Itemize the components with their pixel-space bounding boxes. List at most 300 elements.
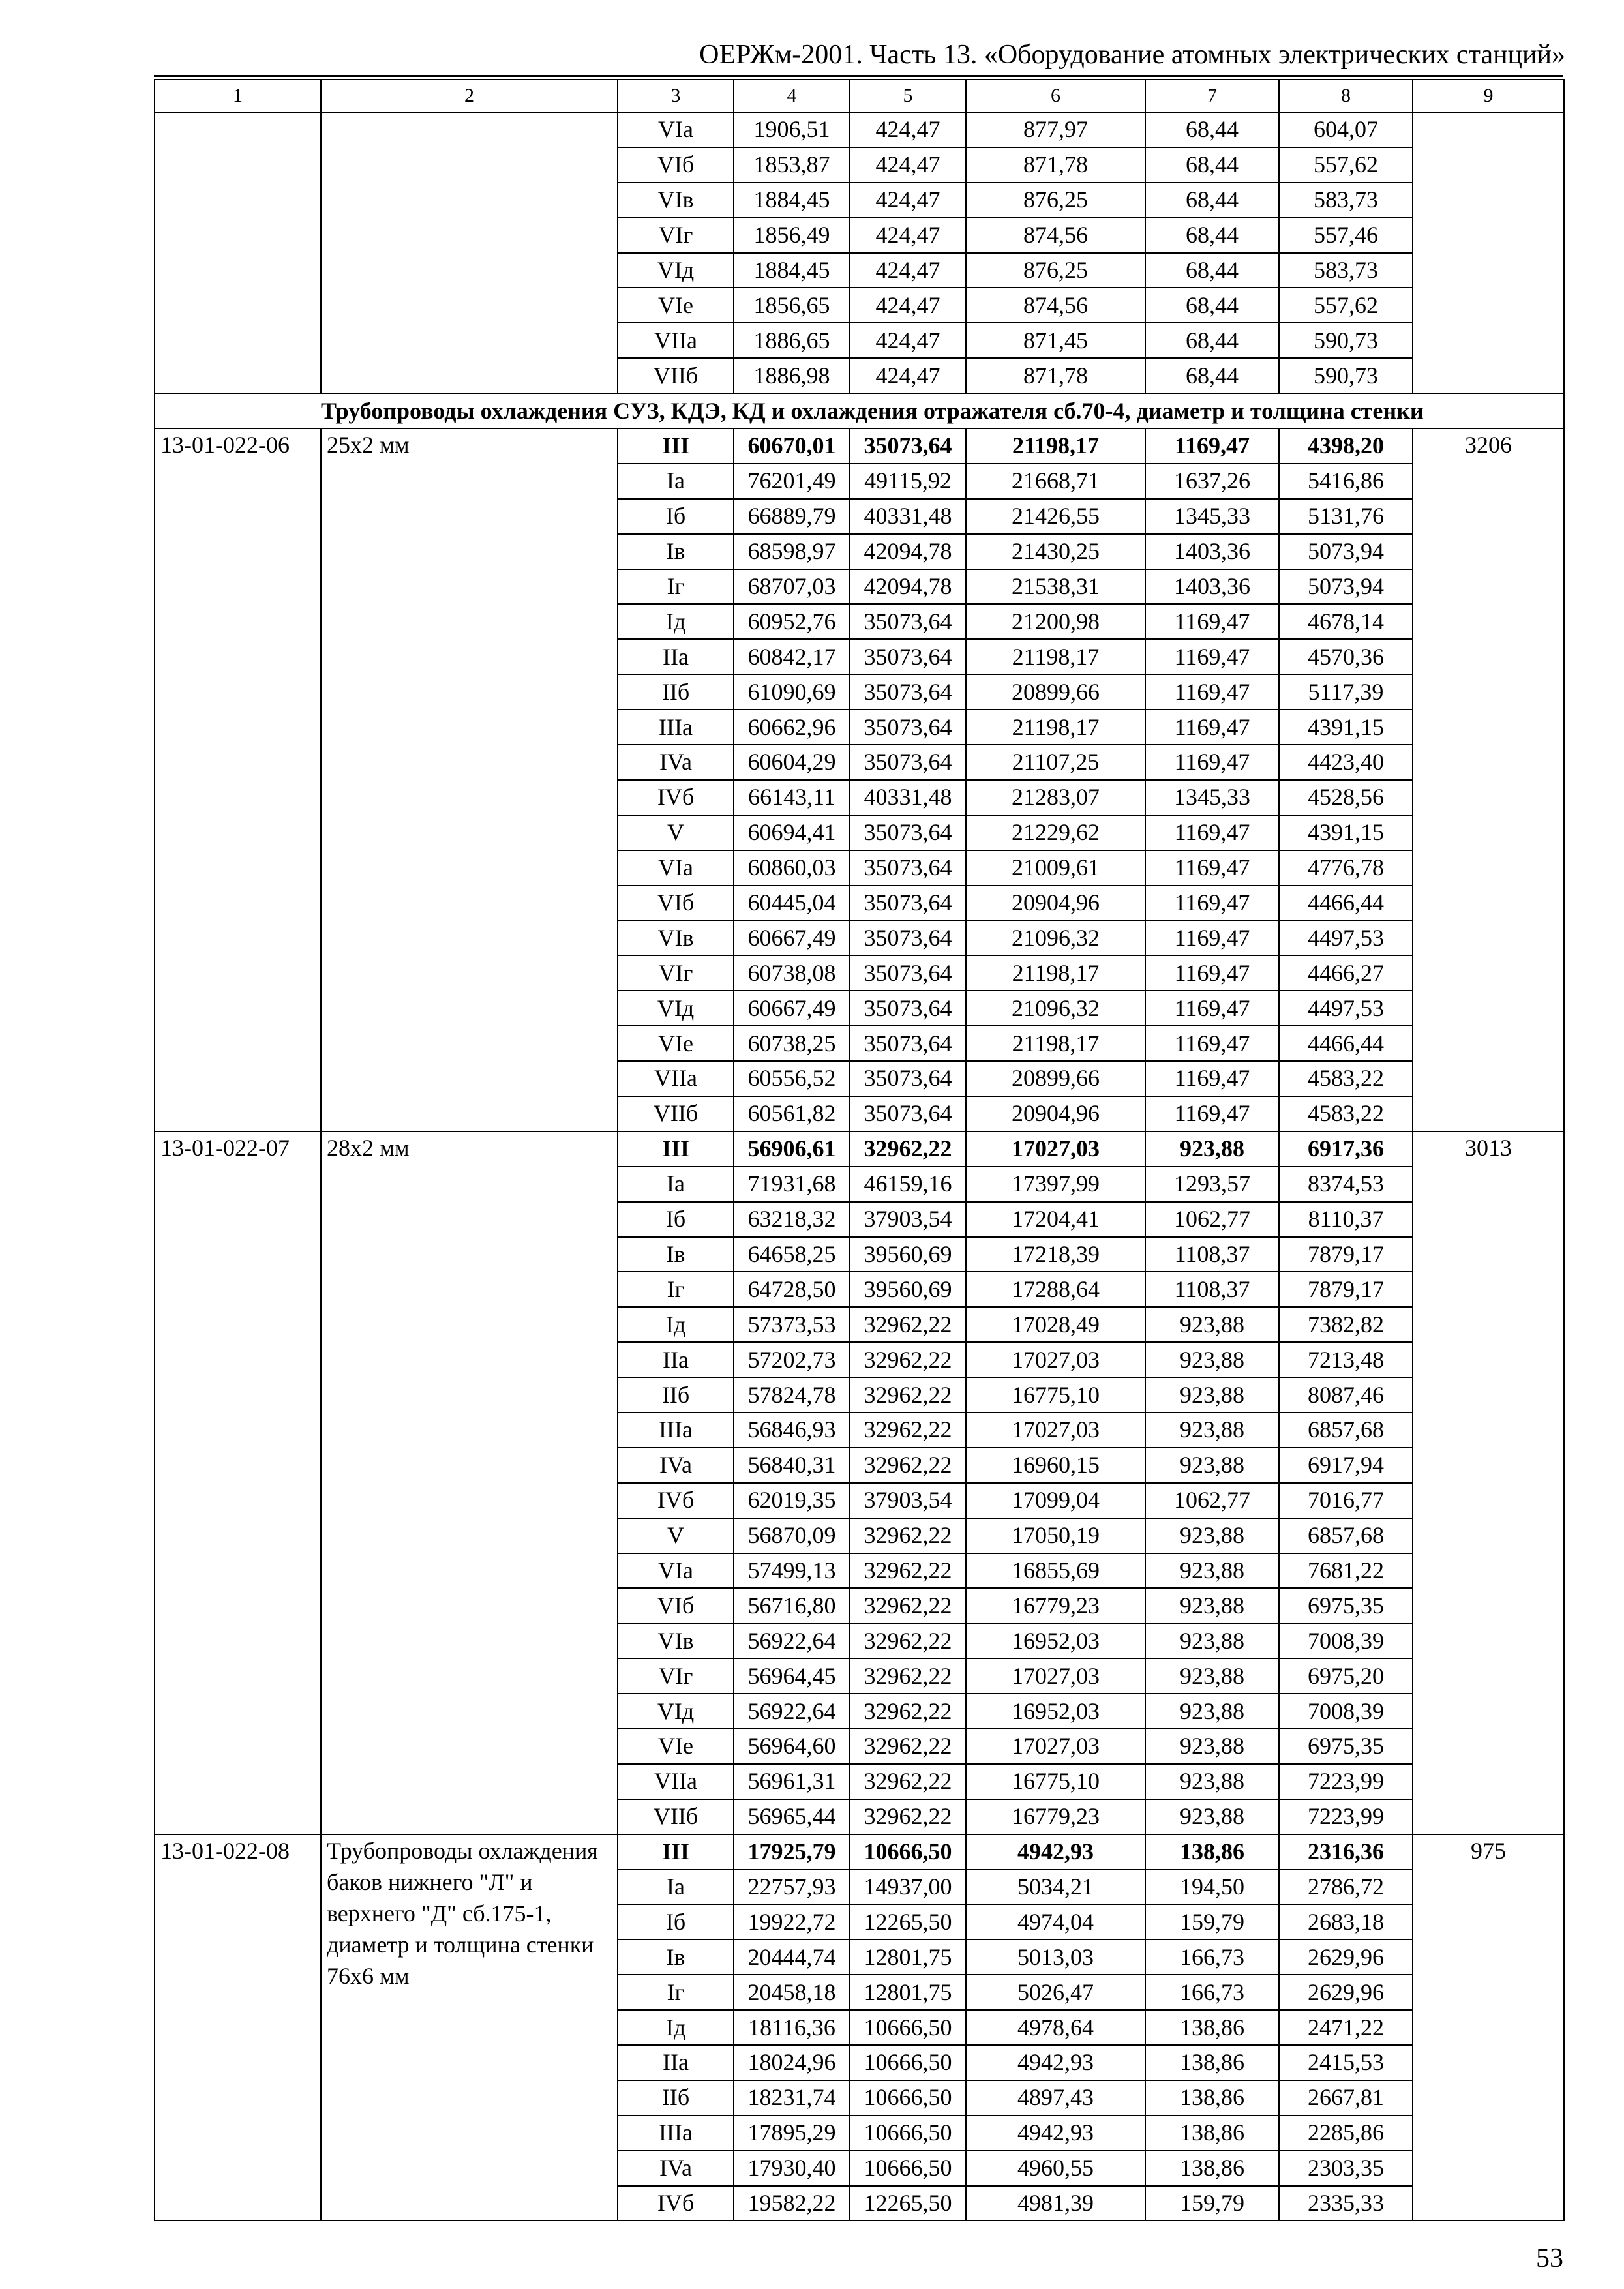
col5-cell: 10666,50 [850, 2010, 966, 2045]
col5-cell: 35073,64 [850, 604, 966, 639]
col5-cell: 35073,64 [850, 815, 966, 850]
col6-cell: 17027,03 [966, 1342, 1145, 1377]
col5-cell: 32962,22 [850, 1588, 966, 1623]
description-cell: 25х2 мм [321, 428, 618, 1131]
col5-cell: 32962,22 [850, 1799, 966, 1834]
col8-cell: 4497,53 [1279, 991, 1413, 1026]
total-cost-cell: 57373,53 [734, 1307, 850, 1342]
col6-cell: 4981,39 [966, 2186, 1145, 2221]
total-cost-cell: 76201,49 [734, 464, 850, 499]
col5-cell: 14937,00 [850, 1870, 966, 1905]
col7-cell: 1169,47 [1145, 745, 1279, 780]
col5-cell: 46159,16 [850, 1167, 966, 1202]
col5-cell: 42094,78 [850, 534, 966, 569]
col5-cell: 32962,22 [850, 1764, 966, 1799]
col7-cell: 923,88 [1145, 1764, 1279, 1799]
col7-cell: 138,86 [1145, 2151, 1279, 2186]
col6-cell: 21198,17 [966, 1026, 1145, 1061]
col5-cell: 35073,64 [850, 850, 966, 886]
col8-cell: 7382,82 [1279, 1307, 1413, 1342]
code-cell: 13-01-022-06 [155, 428, 321, 1131]
col8-cell: 4423,40 [1279, 745, 1413, 780]
col5-cell: 42094,78 [850, 569, 966, 605]
total-cost-cell: 60738,08 [734, 955, 850, 991]
total-cost-cell: 60670,01 [734, 428, 850, 464]
variant-cell: VIд [618, 991, 734, 1026]
total-cost-cell: 19922,72 [734, 1904, 850, 1939]
col8-cell: 8374,53 [1279, 1167, 1413, 1202]
rates-table [154, 79, 1565, 2221]
variant-cell: VIIa [618, 323, 734, 358]
col6-cell: 21009,61 [966, 850, 1145, 886]
col5-cell: 35073,64 [850, 920, 966, 955]
variant-cell: VIIa [618, 1061, 734, 1096]
col8-cell: 8087,46 [1279, 1377, 1413, 1413]
variant-cell: III [618, 1131, 734, 1167]
variant-cell: Iв [618, 534, 734, 569]
code-cell: 13-01-022-08 [155, 1834, 321, 2221]
total-cost-cell: 20444,74 [734, 1939, 850, 1975]
col6-cell: 16952,03 [966, 1623, 1145, 1658]
col5-cell: 40331,48 [850, 499, 966, 534]
total-cost-cell: 60694,41 [734, 815, 850, 850]
col8-cell: 6857,68 [1279, 1413, 1413, 1448]
total-cost-cell: 60604,29 [734, 745, 850, 780]
col8-cell: 2667,81 [1279, 2080, 1413, 2116]
total-cost-cell: 1884,45 [734, 253, 850, 288]
col6-cell: 16960,15 [966, 1448, 1145, 1483]
col6-cell: 4942,93 [966, 2116, 1145, 2151]
column-number: 5 [850, 80, 966, 112]
col5-cell: 32962,22 [850, 1131, 966, 1167]
total-cost-cell: 64728,50 [734, 1272, 850, 1307]
col8-cell: 2629,96 [1279, 1975, 1413, 2010]
col8-cell: 4583,22 [1279, 1061, 1413, 1096]
col8-cell: 590,73 [1279, 358, 1413, 393]
table-row [155, 428, 1564, 464]
col7-cell: 923,88 [1145, 1518, 1279, 1553]
total-cost-cell: 60842,17 [734, 639, 850, 674]
code-cell [155, 112, 321, 393]
col7-cell: 1169,47 [1145, 674, 1279, 710]
col6-cell: 874,56 [966, 218, 1145, 253]
col5-cell: 424,47 [850, 358, 966, 393]
col8-cell: 4391,15 [1279, 815, 1413, 850]
variant-cell: VIIб [618, 1096, 734, 1131]
table-row [155, 112, 1564, 147]
variant-cell: VIa [618, 1553, 734, 1589]
col6-cell: 17027,03 [966, 1131, 1145, 1167]
col7-cell: 1169,47 [1145, 639, 1279, 674]
variant-cell: Iд [618, 604, 734, 639]
variant-cell: IIa [618, 1342, 734, 1377]
col8-cell: 2471,22 [1279, 2010, 1413, 2045]
total-cost-cell: 1853,87 [734, 147, 850, 183]
col6-cell: 21538,31 [966, 569, 1145, 605]
col7-cell: 1169,47 [1145, 1026, 1279, 1061]
col6-cell: 17050,19 [966, 1518, 1145, 1553]
col7-cell: 194,50 [1145, 1870, 1279, 1905]
col8-cell: 590,73 [1279, 323, 1413, 358]
variant-cell: IIб [618, 674, 734, 710]
total-cost-cell: 1886,65 [734, 323, 850, 358]
col7-cell: 68,44 [1145, 112, 1279, 147]
col7-cell: 138,86 [1145, 2116, 1279, 2151]
col7-cell: 1345,33 [1145, 499, 1279, 534]
col6-cell: 17099,04 [966, 1483, 1145, 1518]
total-cost-cell: 56870,09 [734, 1518, 850, 1553]
col7-cell: 166,73 [1145, 1975, 1279, 2010]
variant-cell: IIб [618, 2080, 734, 2116]
col6-cell: 871,78 [966, 147, 1145, 183]
section-heading-spacer [155, 393, 321, 428]
col6-cell: 21096,32 [966, 920, 1145, 955]
total-cost-cell: 60667,49 [734, 991, 850, 1026]
col6-cell: 5026,47 [966, 1975, 1145, 2010]
col8-cell: 2629,96 [1279, 1939, 1413, 1975]
col8-cell: 5416,86 [1279, 464, 1413, 499]
total-cost-cell: 66889,79 [734, 499, 850, 534]
variant-cell: VIa [618, 850, 734, 886]
col6-cell: 871,45 [966, 323, 1145, 358]
total-cost-cell: 56922,64 [734, 1694, 850, 1729]
col5-cell: 37903,54 [850, 1483, 966, 1518]
quantity-cell: 3206 [1413, 428, 1564, 1131]
col5-cell: 424,47 [850, 253, 966, 288]
col5-cell: 39560,69 [850, 1237, 966, 1272]
col6-cell: 4942,93 [966, 2045, 1145, 2080]
variant-cell: VIв [618, 920, 734, 955]
total-cost-cell: 71931,68 [734, 1167, 850, 1202]
col7-cell: 923,88 [1145, 1658, 1279, 1694]
variant-cell: VIд [618, 1694, 734, 1729]
col6-cell: 21283,07 [966, 780, 1145, 815]
variant-cell: Iб [618, 499, 734, 534]
col8-cell: 6975,35 [1279, 1588, 1413, 1623]
total-cost-cell: 60561,82 [734, 1096, 850, 1131]
col5-cell: 10666,50 [850, 2116, 966, 2151]
col6-cell: 16952,03 [966, 1694, 1145, 1729]
col7-cell: 1345,33 [1145, 780, 1279, 815]
variant-cell: VIб [618, 1588, 734, 1623]
variant-cell: IIa [618, 639, 734, 674]
column-number: 2 [321, 80, 618, 112]
total-cost-cell: 57824,78 [734, 1377, 850, 1413]
col7-cell: 1169,47 [1145, 920, 1279, 955]
col7-cell: 1169,47 [1145, 991, 1279, 1026]
variant-cell: IIIa [618, 2116, 734, 2151]
col6-cell: 871,78 [966, 358, 1145, 393]
col8-cell: 2335,33 [1279, 2186, 1413, 2221]
col8-cell: 4466,27 [1279, 955, 1413, 991]
variant-cell: III [618, 428, 734, 464]
col8-cell: 2683,18 [1279, 1904, 1413, 1939]
col8-cell: 583,73 [1279, 183, 1413, 218]
code-cell: 13-01-022-07 [155, 1131, 321, 1834]
variant-cell: Ia [618, 1870, 734, 1905]
column-number: 6 [966, 80, 1145, 112]
col7-cell: 1169,47 [1145, 604, 1279, 639]
col7-cell: 1108,37 [1145, 1237, 1279, 1272]
col5-cell: 424,47 [850, 288, 966, 323]
col7-cell: 68,44 [1145, 253, 1279, 288]
col8-cell: 4398,20 [1279, 428, 1413, 464]
col8-cell: 7008,39 [1279, 1623, 1413, 1658]
total-cost-cell: 19582,22 [734, 2186, 850, 2221]
col5-cell: 12801,75 [850, 1975, 966, 2010]
col6-cell: 21096,32 [966, 991, 1145, 1026]
total-cost-cell: 20458,18 [734, 1975, 850, 2010]
col6-cell: 20904,96 [966, 1096, 1145, 1131]
col7-cell: 1403,36 [1145, 569, 1279, 605]
col7-cell: 923,88 [1145, 1131, 1279, 1167]
variant-cell: VIг [618, 218, 734, 253]
col6-cell: 21200,98 [966, 604, 1145, 639]
col8-cell: 583,73 [1279, 253, 1413, 288]
col7-cell: 68,44 [1145, 323, 1279, 358]
col7-cell: 1062,77 [1145, 1202, 1279, 1237]
section-heading-row [155, 393, 1564, 428]
col7-cell: 1169,47 [1145, 850, 1279, 886]
description-cell: Трубопроводы охлаждения баков нижнего "Л" и верхнего "Д" сб.175-1, диаметр и толщина стенки 76х6 мм [321, 1834, 618, 2221]
variant-cell: VIв [618, 183, 734, 218]
col8-cell: 2316,36 [1279, 1834, 1413, 1870]
col5-cell: 10666,50 [850, 2045, 966, 2080]
total-cost-cell: 60662,96 [734, 710, 850, 745]
variant-cell: VIе [618, 1729, 734, 1764]
col6-cell: 21198,17 [966, 428, 1145, 464]
col5-cell: 10666,50 [850, 1834, 966, 1870]
total-cost-cell: 56840,31 [734, 1448, 850, 1483]
col8-cell: 7008,39 [1279, 1694, 1413, 1729]
col7-cell: 923,88 [1145, 1799, 1279, 1834]
col7-cell: 138,86 [1145, 1834, 1279, 1870]
col8-cell: 5073,94 [1279, 569, 1413, 605]
col8-cell: 7016,77 [1279, 1483, 1413, 1518]
column-number-row [155, 80, 1564, 112]
col6-cell: 4974,04 [966, 1904, 1145, 1939]
quantity-cell: 975 [1413, 1834, 1564, 2221]
variant-cell: Iг [618, 1975, 734, 2010]
col7-cell: 68,44 [1145, 183, 1279, 218]
table-row [155, 1834, 1564, 1870]
col6-cell: 16779,23 [966, 1799, 1145, 1834]
col7-cell: 138,86 [1145, 2080, 1279, 2116]
col5-cell: 12265,50 [850, 2186, 966, 2221]
col6-cell: 17397,99 [966, 1167, 1145, 1202]
col8-cell: 5117,39 [1279, 674, 1413, 710]
col7-cell: 68,44 [1145, 288, 1279, 323]
col7-cell: 1169,47 [1145, 1096, 1279, 1131]
col6-cell: 21668,71 [966, 464, 1145, 499]
col8-cell: 7879,17 [1279, 1272, 1413, 1307]
variant-cell: Iв [618, 1939, 734, 1975]
total-cost-cell: 17930,40 [734, 2151, 850, 2186]
col6-cell: 21198,17 [966, 639, 1145, 674]
col7-cell: 1169,47 [1145, 815, 1279, 850]
col5-cell: 35073,64 [850, 428, 966, 464]
total-cost-cell: 60445,04 [734, 886, 850, 921]
col7-cell: 1169,47 [1145, 955, 1279, 991]
quantity-cell [1413, 112, 1564, 393]
variant-cell: VIIб [618, 1799, 734, 1834]
col7-cell: 1062,77 [1145, 1483, 1279, 1518]
total-cost-cell: 1886,98 [734, 358, 850, 393]
col7-cell: 923,88 [1145, 1553, 1279, 1589]
variant-cell: VIб [618, 147, 734, 183]
col5-cell: 32962,22 [850, 1658, 966, 1694]
col7-cell: 1637,26 [1145, 464, 1279, 499]
col6-cell: 4942,93 [966, 1834, 1145, 1870]
col6-cell: 876,25 [966, 183, 1145, 218]
variant-cell: V [618, 1518, 734, 1553]
col8-cell: 2415,53 [1279, 2045, 1413, 2080]
col8-cell: 5073,94 [1279, 534, 1413, 569]
description-cell [321, 112, 618, 393]
total-cost-cell: 64658,25 [734, 1237, 850, 1272]
total-cost-cell: 1906,51 [734, 112, 850, 147]
variant-cell: VIa [618, 112, 734, 147]
col5-cell: 32962,22 [850, 1729, 966, 1764]
col8-cell: 2285,86 [1279, 2116, 1413, 2151]
col8-cell: 2303,35 [1279, 2151, 1413, 2186]
col7-cell: 138,86 [1145, 2010, 1279, 2045]
col6-cell: 877,97 [966, 112, 1145, 147]
col5-cell: 37903,54 [850, 1202, 966, 1237]
col7-cell: 923,88 [1145, 1448, 1279, 1483]
variant-cell: V [618, 815, 734, 850]
col7-cell: 1169,47 [1145, 428, 1279, 464]
col5-cell: 12801,75 [850, 1939, 966, 1975]
col8-cell: 557,62 [1279, 288, 1413, 323]
col5-cell: 49115,92 [850, 464, 966, 499]
col5-cell: 32962,22 [850, 1307, 966, 1342]
col5-cell: 35073,64 [850, 1061, 966, 1096]
col7-cell: 1169,47 [1145, 1061, 1279, 1096]
total-cost-cell: 68707,03 [734, 569, 850, 605]
col8-cell: 4776,78 [1279, 850, 1413, 886]
col5-cell: 35073,64 [850, 886, 966, 921]
col8-cell: 4391,15 [1279, 710, 1413, 745]
col8-cell: 6857,68 [1279, 1518, 1413, 1553]
col6-cell: 16779,23 [966, 1588, 1145, 1623]
col7-cell: 923,88 [1145, 1377, 1279, 1413]
col6-cell: 21426,55 [966, 499, 1145, 534]
col8-cell: 6917,36 [1279, 1131, 1413, 1167]
col5-cell: 10666,50 [850, 2151, 966, 2186]
variant-cell: VIIa [618, 1764, 734, 1799]
variant-cell: Iг [618, 569, 734, 605]
col6-cell: 17288,64 [966, 1272, 1145, 1307]
col8-cell: 4583,22 [1279, 1096, 1413, 1131]
column-number: 3 [618, 80, 734, 112]
variant-cell: IIIa [618, 710, 734, 745]
col6-cell: 876,25 [966, 253, 1145, 288]
variant-cell: VIб [618, 886, 734, 921]
variant-cell: VIIб [618, 358, 734, 393]
variant-cell: Iб [618, 1904, 734, 1939]
col5-cell: 424,47 [850, 323, 966, 358]
total-cost-cell: 18231,74 [734, 2080, 850, 2116]
total-cost-cell: 56964,60 [734, 1729, 850, 1764]
col8-cell: 4528,56 [1279, 780, 1413, 815]
column-number: 8 [1279, 80, 1413, 112]
col6-cell: 16855,69 [966, 1553, 1145, 1589]
col6-cell: 20899,66 [966, 1061, 1145, 1096]
section-heading: Трубопроводы охлаждения СУЗ, КДЭ, КД и охлаждения отражателя сб.70-4, диаметр и толщина стенки [321, 393, 1564, 428]
total-cost-cell: 56906,61 [734, 1131, 850, 1167]
col6-cell: 16775,10 [966, 1377, 1145, 1413]
col7-cell: 1403,36 [1145, 534, 1279, 569]
variant-cell: Ia [618, 1167, 734, 1202]
col6-cell: 874,56 [966, 288, 1145, 323]
total-cost-cell: 22757,93 [734, 1870, 850, 1905]
table-row [155, 1131, 1564, 1167]
col8-cell: 6975,35 [1279, 1729, 1413, 1764]
col5-cell: 424,47 [850, 218, 966, 253]
col8-cell: 4466,44 [1279, 1026, 1413, 1061]
variant-cell: VIг [618, 955, 734, 991]
col7-cell: 923,88 [1145, 1729, 1279, 1764]
total-cost-cell: 18024,96 [734, 2045, 850, 2080]
variant-cell: Iв [618, 1237, 734, 1272]
column-number: 9 [1413, 80, 1564, 112]
total-cost-cell: 17895,29 [734, 2116, 850, 2151]
col5-cell: 35073,64 [850, 1096, 966, 1131]
col5-cell: 32962,22 [850, 1413, 966, 1448]
col6-cell: 21229,62 [966, 815, 1145, 850]
quantity-cell: 3013 [1413, 1131, 1564, 1834]
total-cost-cell: 61090,69 [734, 674, 850, 710]
total-cost-cell: 18116,36 [734, 2010, 850, 2045]
col7-cell: 923,88 [1145, 1413, 1279, 1448]
column-number: 7 [1145, 80, 1279, 112]
total-cost-cell: 56846,93 [734, 1413, 850, 1448]
description-cell: 28х2 мм [321, 1131, 618, 1834]
col6-cell: 17204,41 [966, 1202, 1145, 1237]
col8-cell: 7681,22 [1279, 1553, 1413, 1589]
variant-cell: IVб [618, 2186, 734, 2221]
col5-cell: 35073,64 [850, 991, 966, 1026]
col8-cell: 4466,44 [1279, 886, 1413, 921]
col8-cell: 4497,53 [1279, 920, 1413, 955]
col8-cell: 557,46 [1279, 218, 1413, 253]
variant-cell: VIг [618, 1658, 734, 1694]
col8-cell: 7223,99 [1279, 1764, 1413, 1799]
col6-cell: 20904,96 [966, 886, 1145, 921]
total-cost-cell: 56965,44 [734, 1799, 850, 1834]
total-cost-cell: 56961,31 [734, 1764, 850, 1799]
col6-cell: 21430,25 [966, 534, 1145, 569]
col5-cell: 35073,64 [850, 710, 966, 745]
col7-cell: 1293,57 [1145, 1167, 1279, 1202]
col5-cell: 35073,64 [850, 1026, 966, 1061]
col5-cell: 32962,22 [850, 1342, 966, 1377]
variant-cell: Iб [618, 1202, 734, 1237]
col5-cell: 32962,22 [850, 1518, 966, 1553]
variant-cell: VIе [618, 288, 734, 323]
variant-cell: IVa [618, 2151, 734, 2186]
col7-cell: 159,79 [1145, 1904, 1279, 1939]
col8-cell: 4678,14 [1279, 604, 1413, 639]
variant-cell: IIa [618, 2045, 734, 2080]
col7-cell: 166,73 [1145, 1939, 1279, 1975]
col6-cell: 5013,03 [966, 1939, 1145, 1975]
page-number: 53 [1536, 2243, 1563, 2273]
col7-cell: 923,88 [1145, 1694, 1279, 1729]
total-cost-cell: 62019,35 [734, 1483, 850, 1518]
col6-cell: 4960,55 [966, 2151, 1145, 2186]
